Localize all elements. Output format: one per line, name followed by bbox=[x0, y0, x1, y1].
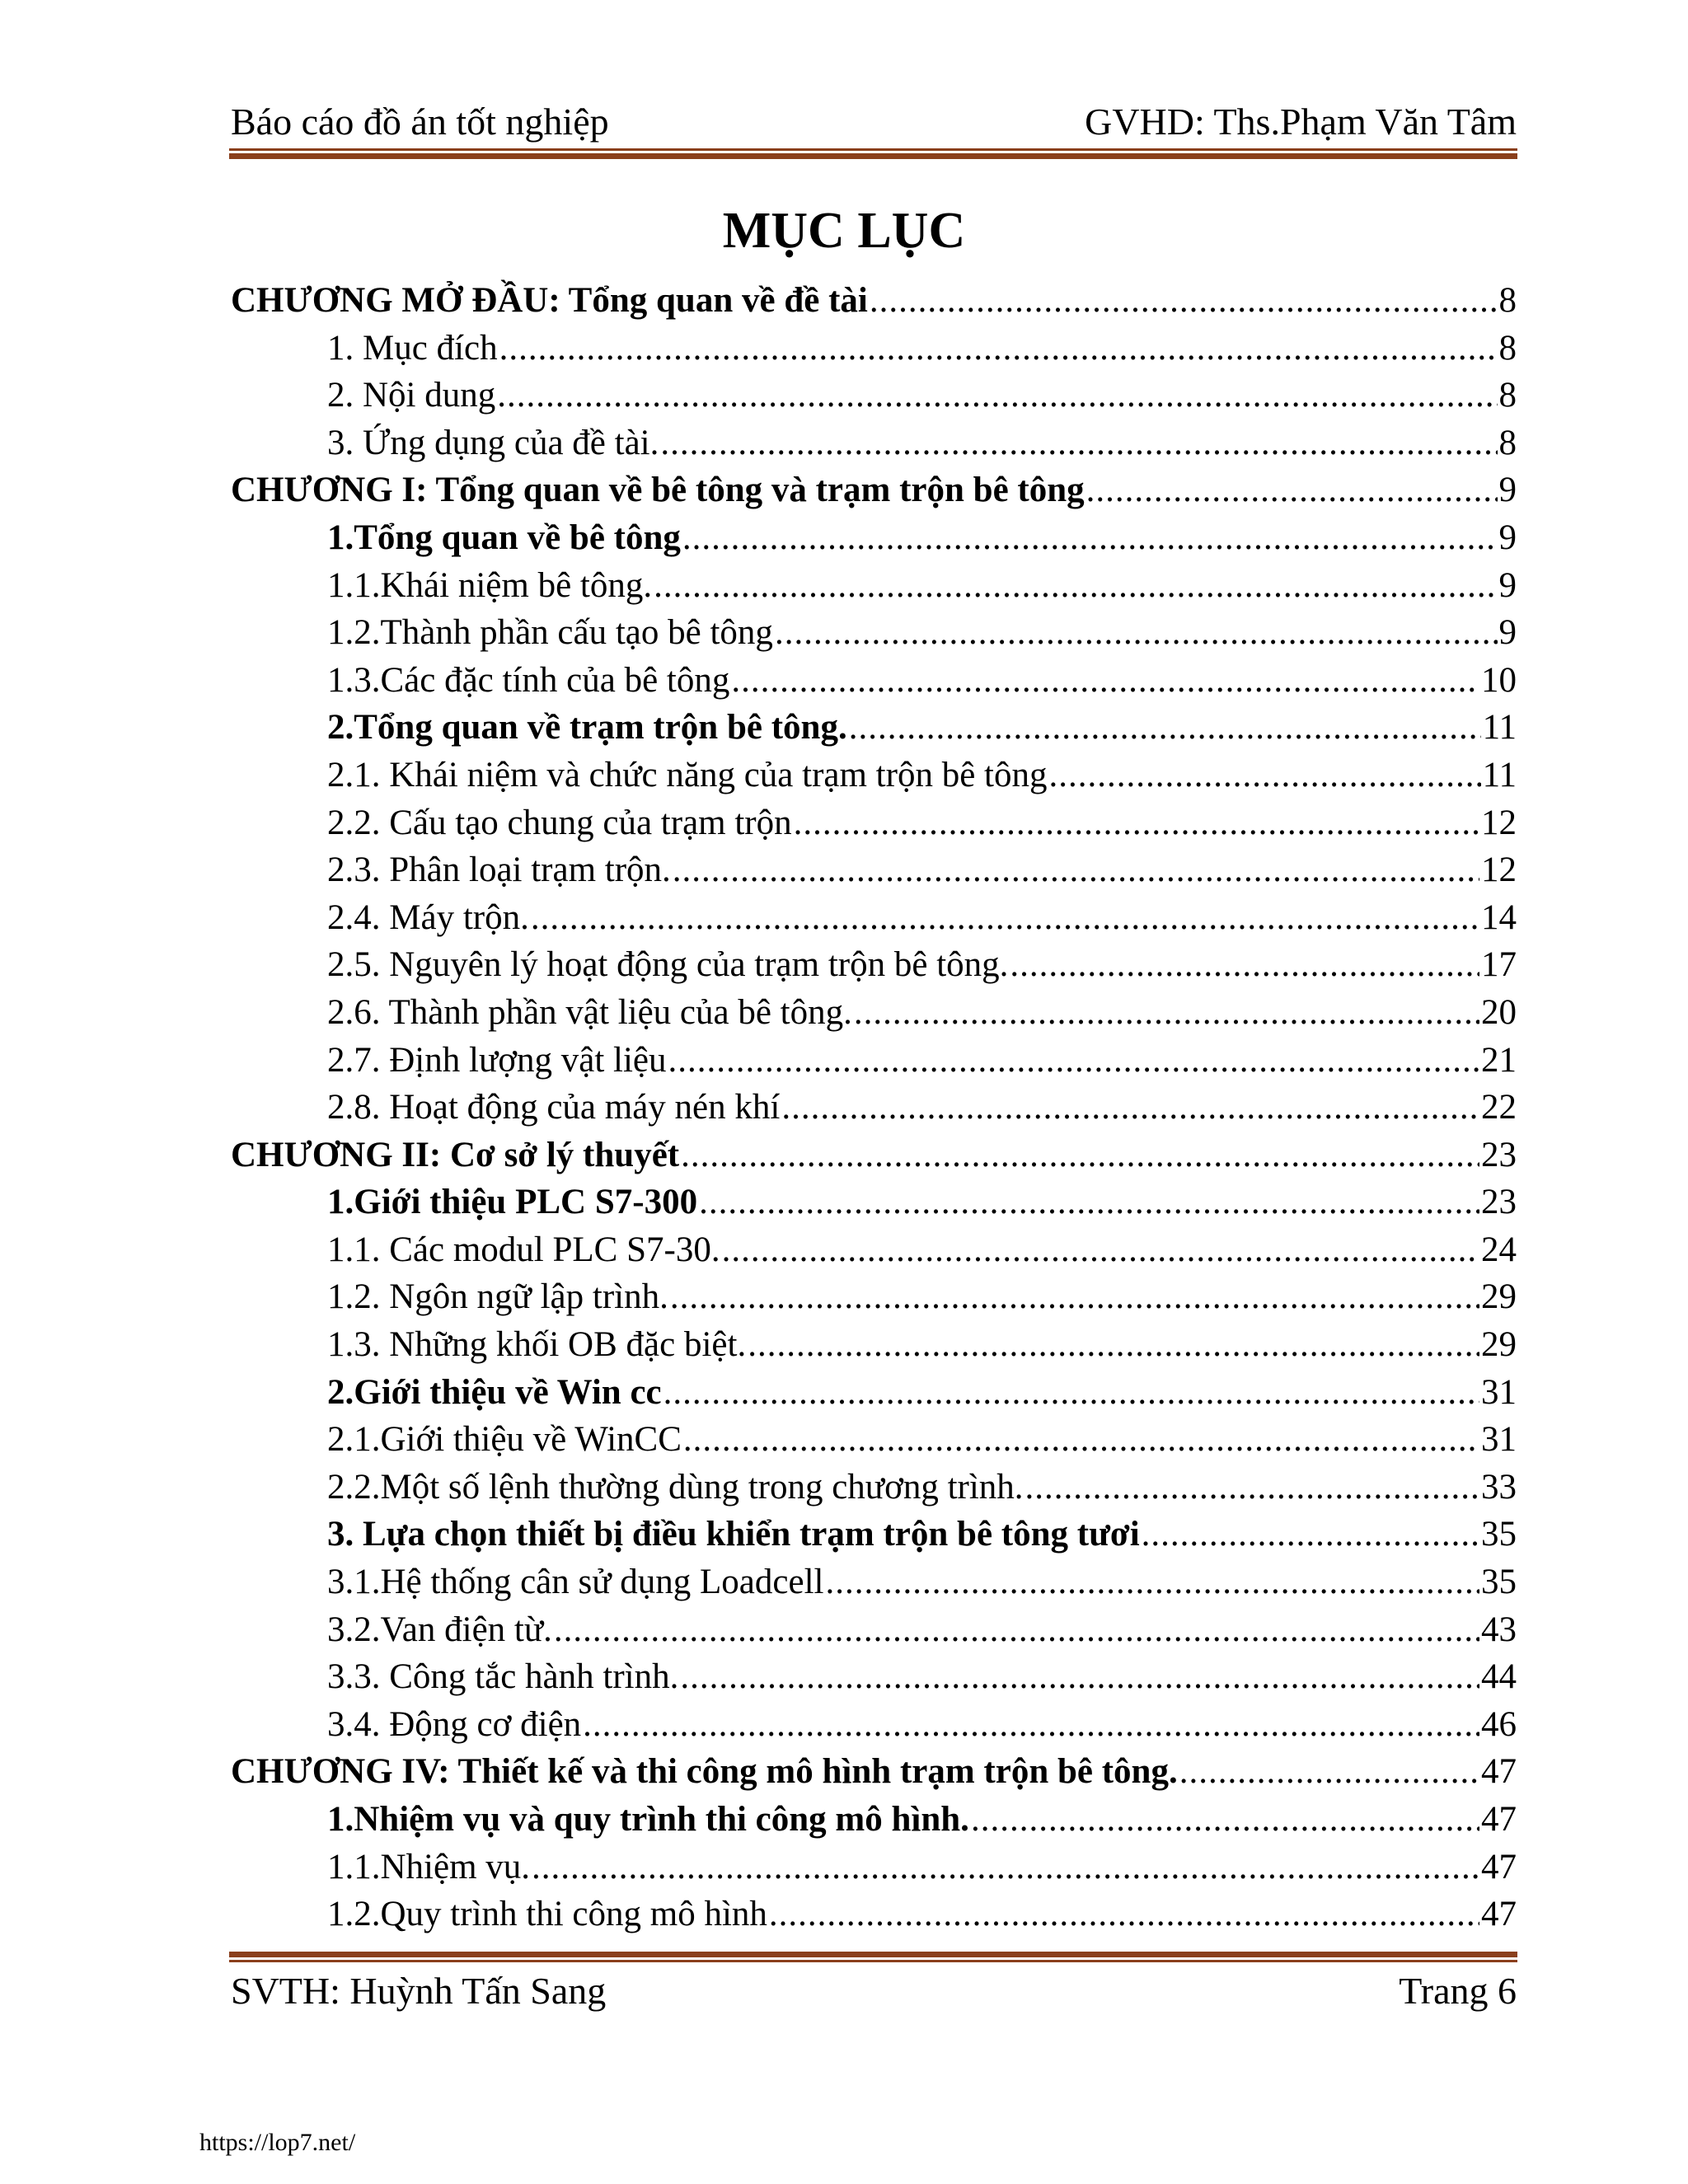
toc-entry-title: CHƯƠNG IV: Thiết kế và thi công mô hình trạm trộn bê tông. bbox=[231, 1752, 1178, 1792]
toc-entry-page: 8 bbox=[1498, 328, 1517, 368]
toc-leader-dots bbox=[748, 1321, 1479, 1369]
toc-entry[interactable] bbox=[231, 704, 1517, 752]
toc-entry-title: 3.1.Hệ thống cân sử dụng Loadcell bbox=[327, 1563, 824, 1602]
toc-leader-dots bbox=[849, 704, 1481, 752]
toc-entry[interactable] bbox=[231, 466, 1517, 514]
toc-entry-page: 11 bbox=[1482, 755, 1517, 794]
toc-entry-page: 44 bbox=[1481, 1657, 1517, 1697]
toc-entry-title: CHƯƠNG MỞ ĐẦU: Tổng quan về đề tài bbox=[231, 281, 868, 320]
toc-entry-title: 2. Nội dung bbox=[327, 376, 496, 415]
toc-entry[interactable] bbox=[231, 1511, 1517, 1558]
toc-entry[interactable] bbox=[231, 894, 1517, 942]
toc-leader-dots bbox=[1086, 466, 1498, 514]
toc-entry[interactable] bbox=[231, 657, 1517, 705]
toc-entry-title: 2.Tổng quan về trạm trộn bê tông. bbox=[327, 708, 847, 748]
toc-entry-title: 2.1. Khái niệm và chức năng của trạm trộn bê tông bbox=[327, 755, 1048, 794]
toc-entry[interactable] bbox=[231, 1891, 1517, 1938]
toc-entry[interactable] bbox=[231, 1653, 1517, 1701]
source-url[interactable]: https://lop7.net/ bbox=[199, 2129, 356, 2156]
toc-entry-title: 1.1.Khái niệm bê tông. bbox=[327, 565, 653, 605]
toc-entry-page: 47 bbox=[1481, 1847, 1517, 1886]
toc-entry-title: CHƯƠNG II: Cơ sở lý thuyết bbox=[231, 1135, 680, 1174]
toc-entry[interactable] bbox=[231, 1606, 1517, 1654]
page-header bbox=[231, 97, 1517, 147]
header-advisor: GVHD: Ths.Phạm Văn Tâm bbox=[1085, 101, 1517, 143]
toc-entry-page: 9 bbox=[1498, 518, 1517, 557]
toc-entry-page: 20 bbox=[1481, 992, 1517, 1032]
toc-leader-dots bbox=[1025, 1464, 1479, 1511]
toc-leader-dots bbox=[682, 514, 1498, 562]
footer-divider bbox=[229, 1952, 1517, 1962]
toc-leader-dots bbox=[1048, 752, 1480, 799]
toc-entry[interactable] bbox=[231, 1226, 1517, 1274]
toc-leader-dots bbox=[769, 1891, 1479, 1938]
toc-entry-title: 1.Giới thiệu PLC S7-300 bbox=[327, 1183, 698, 1222]
toc-leader-dots bbox=[722, 1226, 1479, 1274]
toc-entry-title: 1.2.Quy trình thi công mô hình bbox=[327, 1895, 767, 1934]
toc-leader-dots bbox=[497, 372, 1497, 419]
toc-entry-title: 3.4. Động cơ điện bbox=[327, 1704, 582, 1744]
toc-leader-dots bbox=[680, 1653, 1479, 1701]
toc-entry[interactable] bbox=[231, 1179, 1517, 1226]
toc-entry-title: 2.7. Định lượng vật liệu bbox=[327, 1040, 667, 1080]
toc-leader-dots bbox=[668, 1037, 1479, 1085]
toc-entry-page: 47 bbox=[1481, 1800, 1517, 1839]
toc-leader-dots bbox=[673, 846, 1479, 894]
toc-leader-dots bbox=[670, 1273, 1479, 1321]
toc-entry-page: 8 bbox=[1498, 423, 1517, 462]
toc-entry-page: 11 bbox=[1482, 708, 1517, 748]
toc-entry[interactable] bbox=[231, 277, 1517, 325]
toc-entry[interactable] bbox=[231, 1084, 1517, 1132]
toc-entry-title: 2.6. Thành phần vật liệu của bê tông. bbox=[327, 992, 852, 1032]
toc-entry-page: 46 bbox=[1481, 1704, 1517, 1744]
toc-entry-title: 1.Tổng quan về bê tông bbox=[327, 518, 681, 557]
toc-leader-dots bbox=[531, 894, 1479, 942]
toc-entry-title: 1.1.Nhiệm vụ. bbox=[327, 1847, 531, 1886]
toc-entry-page: 14 bbox=[1481, 898, 1517, 937]
toc-entry[interactable] bbox=[231, 1037, 1517, 1085]
toc-entry-page: 22 bbox=[1481, 1088, 1517, 1127]
toc-entry-title: 2.2. Cấu tạo chung của trạm trộn bbox=[327, 803, 792, 842]
toc-entry[interactable] bbox=[231, 325, 1517, 373]
toc-entry-title: CHƯƠNG I: Tổng quan về bê tông và trạm trộn bê tông bbox=[231, 471, 1085, 510]
toc-entry-page: 29 bbox=[1481, 1325, 1517, 1365]
toc-entry-page: 29 bbox=[1481, 1277, 1517, 1317]
page-title: MỤC LỤC bbox=[722, 203, 966, 259]
toc-entry[interactable] bbox=[231, 989, 1517, 1037]
toc-entry-title: 1.Nhiệm vụ và quy trình thi công mô hình. bbox=[327, 1800, 969, 1839]
toc-entry-title: 2.Giới thiệu về Win cc bbox=[327, 1372, 662, 1412]
toc-entry-page: 47 bbox=[1481, 1895, 1517, 1934]
toc-leader-dots bbox=[683, 1416, 1479, 1464]
footer-page-number: Trang 6 bbox=[1399, 1970, 1517, 2012]
toc-entry-page: 24 bbox=[1481, 1230, 1517, 1269]
toc-entry[interactable] bbox=[231, 752, 1517, 799]
toc-leader-dots bbox=[1010, 941, 1479, 989]
toc-entry[interactable] bbox=[231, 1796, 1517, 1844]
toc-leader-dots bbox=[781, 1084, 1479, 1132]
toc-entry-page: 12 bbox=[1481, 803, 1517, 842]
toc-leader-dots bbox=[854, 989, 1479, 1037]
toc-entry-title: 2.4. Máy trộn. bbox=[327, 898, 529, 937]
toc-entry-title: 1.3. Những khối OB đặc biệt. bbox=[327, 1325, 747, 1365]
toc-leader-dots bbox=[663, 1369, 1479, 1417]
toc-leader-dots bbox=[660, 419, 1497, 467]
toc-entry-title: 3. Ứng dụng của đề tài. bbox=[327, 423, 659, 462]
toc-entry-page: 17 bbox=[1481, 945, 1517, 985]
toc-entry-page: 21 bbox=[1481, 1040, 1517, 1080]
toc-entry-page: 9 bbox=[1498, 613, 1517, 653]
toc-leader-dots bbox=[794, 799, 1479, 847]
toc-leader-dots bbox=[1179, 1748, 1479, 1796]
toc-leader-dots bbox=[870, 277, 1498, 325]
toc-entry-title: 1.1. Các modul PLC S7-30. bbox=[327, 1230, 720, 1269]
toc-entry[interactable] bbox=[231, 1273, 1517, 1321]
toc-entry-title: 1.3.Các đặc tính của bê tông bbox=[327, 660, 730, 700]
toc-leader-dots bbox=[554, 1606, 1479, 1654]
toc-leader-dots bbox=[583, 1701, 1479, 1749]
toc-entry[interactable] bbox=[231, 419, 1517, 467]
toc-entry-page: 9 bbox=[1498, 471, 1517, 510]
toc-entry[interactable] bbox=[231, 1844, 1517, 1891]
toc-entry-page: 10 bbox=[1481, 660, 1517, 700]
toc-leader-dots bbox=[731, 657, 1479, 705]
toc-entry-page: 12 bbox=[1481, 851, 1517, 890]
toc-entry-page: 35 bbox=[1481, 1515, 1517, 1554]
toc-entry[interactable] bbox=[231, 1464, 1517, 1511]
toc-entry-title: 1. Mục đích bbox=[327, 328, 498, 368]
toc-entry-title: 2.5. Nguyên lý hoạt động của trạm trộn bê tông. bbox=[327, 945, 1009, 985]
toc-entry-title: 2.2.Một số lệnh thường dùng trong chương trình. bbox=[327, 1467, 1024, 1507]
toc-entry-title: 1.2.Thành phần cấu tạo bê tông bbox=[327, 613, 773, 653]
footer-student: SVTH: Huỳnh Tấn Sang bbox=[231, 1970, 607, 2012]
toc-leader-dots bbox=[654, 562, 1497, 610]
toc-leader-dots bbox=[699, 1179, 1479, 1226]
toc-entry-page: 23 bbox=[1481, 1183, 1517, 1222]
toc-entry-title: 3.2.Van điện từ. bbox=[327, 1610, 552, 1649]
toc-entry[interactable] bbox=[231, 1558, 1517, 1606]
toc-entry-page: 43 bbox=[1481, 1610, 1517, 1649]
toc-entry[interactable] bbox=[231, 1748, 1517, 1796]
toc-entry[interactable] bbox=[231, 1132, 1517, 1179]
toc-leader-dots bbox=[681, 1132, 1479, 1179]
toc-entry-title: 2.1.Giới thiệu về WinCC bbox=[327, 1420, 682, 1460]
toc-entry-page: 31 bbox=[1481, 1420, 1517, 1460]
toc-leader-dots bbox=[1142, 1511, 1479, 1558]
toc-leader-dots bbox=[499, 325, 1498, 373]
toc-entry-page: 23 bbox=[1481, 1135, 1517, 1174]
toc-entry-page: 9 bbox=[1498, 565, 1517, 605]
toc-entry-title: 3.3. Công tắc hành trình. bbox=[327, 1657, 679, 1697]
toc-entry[interactable] bbox=[231, 1416, 1517, 1464]
toc-entry-page: 35 bbox=[1481, 1563, 1517, 1602]
toc-entry-page: 33 bbox=[1481, 1467, 1517, 1507]
toc-entry[interactable] bbox=[231, 846, 1517, 894]
toc-entry-title: 2.8. Hoạt động của máy nén khí bbox=[327, 1088, 781, 1127]
toc-entry-title: 2.3. Phân loại trạm trộn. bbox=[327, 851, 671, 890]
toc-entry-page: 47 bbox=[1481, 1752, 1517, 1792]
toc-leader-dots bbox=[825, 1558, 1479, 1606]
toc-entry[interactable] bbox=[231, 799, 1517, 847]
toc-leader-dots bbox=[532, 1844, 1479, 1891]
toc-entry[interactable] bbox=[231, 1701, 1517, 1749]
toc-entry[interactable] bbox=[231, 1369, 1517, 1417]
toc-entry[interactable] bbox=[231, 372, 1517, 419]
header-report-title: Báo cáo đồ án tốt nghiệp bbox=[231, 101, 609, 143]
toc-entry[interactable] bbox=[231, 1321, 1517, 1369]
toc-entry-title: 1.2. Ngôn ngữ lập trình. bbox=[327, 1277, 668, 1317]
toc-entry[interactable] bbox=[231, 514, 1517, 562]
toc-entry-page: 8 bbox=[1498, 281, 1517, 320]
page-footer bbox=[231, 1966, 1517, 2016]
toc-entry-page: 8 bbox=[1498, 376, 1517, 415]
toc-entry-page: 31 bbox=[1481, 1372, 1517, 1412]
toc-entry[interactable] bbox=[231, 941, 1517, 989]
toc-leader-dots bbox=[775, 609, 1498, 657]
table-of-contents bbox=[231, 277, 1517, 1938]
toc-entry-title: 3. Lựa chọn thiết bị điều khiển trạm trộn bê tông tươi bbox=[327, 1515, 1140, 1554]
toc-entry[interactable] bbox=[231, 562, 1517, 610]
toc-leader-dots bbox=[971, 1796, 1479, 1844]
toc-entry[interactable] bbox=[231, 609, 1517, 657]
header-divider bbox=[229, 148, 1517, 159]
